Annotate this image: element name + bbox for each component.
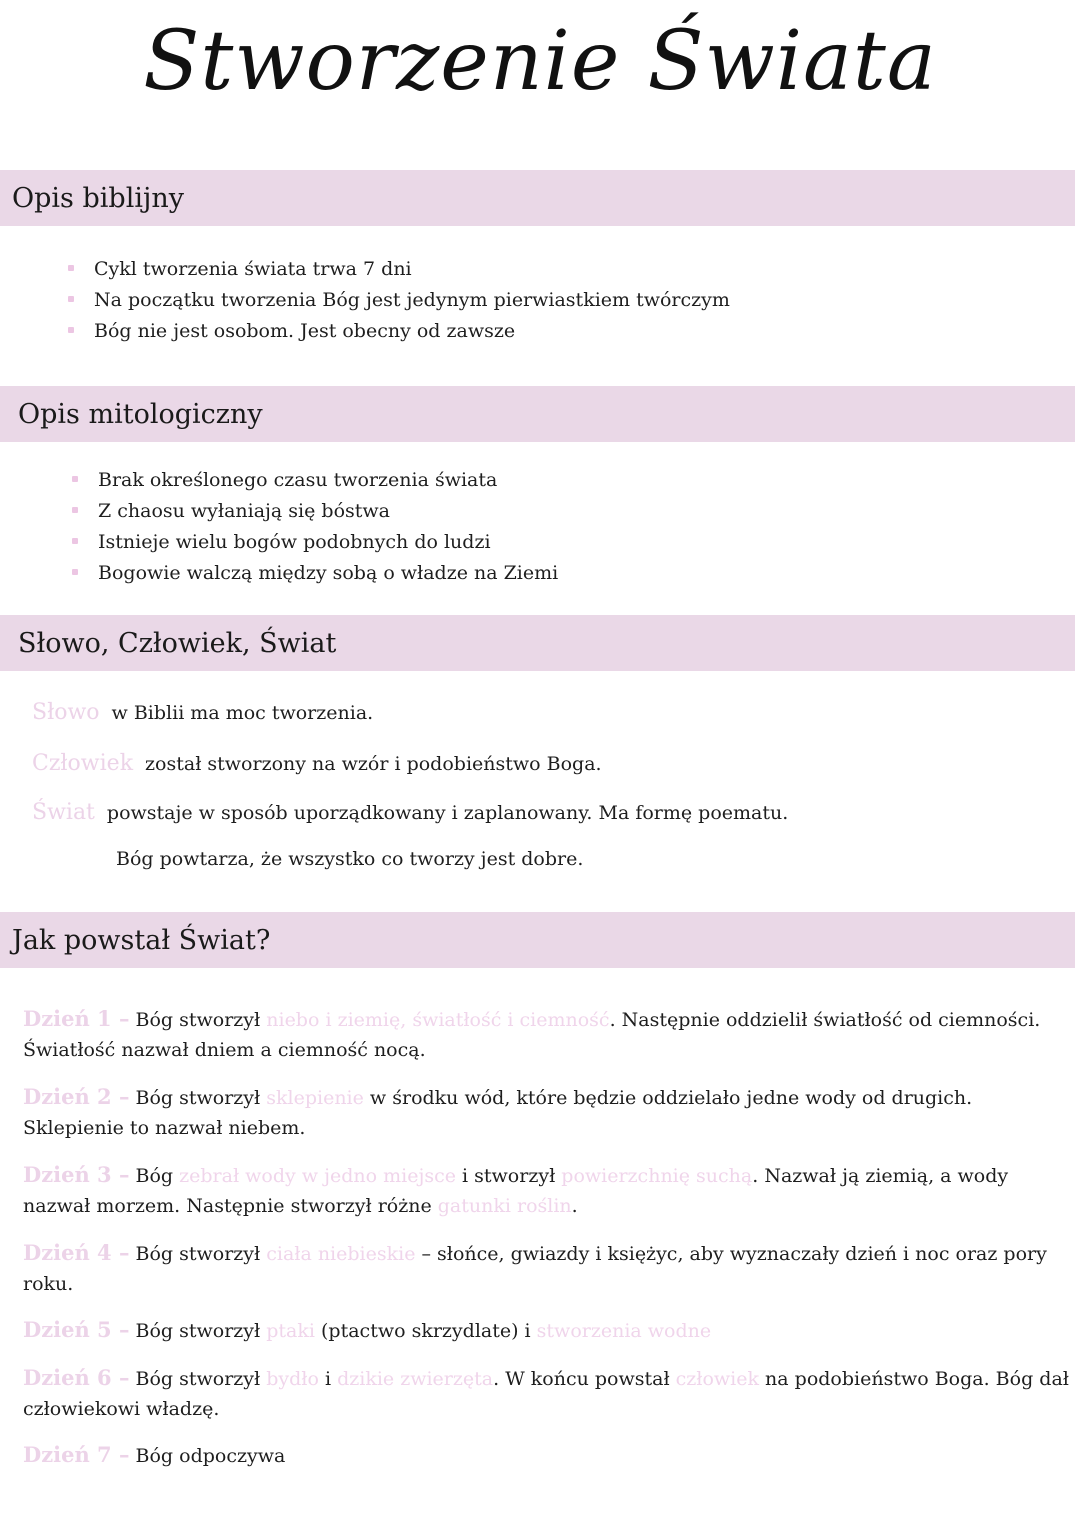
day-label: Dzień 1 –: [23, 1006, 130, 1031]
section-heading-mythological: Opis mitologiczny: [0, 386, 1075, 442]
highlighted-phrase: gatunki roślin: [437, 1195, 572, 1217]
highlighted-phrase: zebrał wody w jedno miejsce: [179, 1165, 456, 1187]
highlighted-phrase: ptaki: [266, 1320, 315, 1342]
day-text: Bóg odpoczywa: [129, 1445, 286, 1467]
day-text: na podobieństwo Boga. Bóg dał człowiekowi władzę.: [23, 1368, 1069, 1420]
term-text: został stworzony na wzór i podobieństwo Boga.: [145, 753, 602, 775]
list-item: Istnieje wielu bogów podobnych do ludzi: [70, 527, 558, 558]
term-text: powstaje w sposób uporządkowany i zaplanowany. Ma formę poematu.: [106, 802, 789, 824]
term-row-slowo: [32, 700, 373, 725]
highlighted-phrase: ciała niebieskie: [266, 1243, 416, 1265]
day-label: Dzień 4 –: [23, 1240, 130, 1265]
day-text: Bóg: [129, 1165, 180, 1187]
day-text: . Nazwał ją ziemią, a wody nazwał morzem. Następnie stworzył różne: [23, 1165, 1009, 1217]
day-text: Bóg stworzył: [129, 1368, 267, 1390]
day-text: Bóg stworzył: [129, 1087, 267, 1109]
day-label: Dzień 3 –: [23, 1162, 130, 1187]
page-title: Stworzenie Świata: [143, 14, 937, 109]
day-paragraph: [23, 1004, 1075, 1065]
highlighted-phrase: powierzchnię suchą: [561, 1165, 753, 1187]
day-label: Dzień 6 –: [23, 1365, 130, 1390]
highlighted-phrase: sklepienie: [266, 1087, 364, 1109]
day-text: w środku wód, które będzie oddzielało jedne wody od drugich. Sklepienie to nazwał niebem.: [23, 1087, 973, 1139]
day-paragraph: [23, 1160, 1075, 1221]
list-item: Bóg nie jest osobom. Jest obecny od zawsze: [66, 316, 730, 347]
day-paragraph: [23, 1082, 1075, 1143]
section-heading-word-man-world: Słowo, Człowiek, Świat: [0, 615, 1075, 671]
day-text: . W końcu powstał: [493, 1368, 676, 1390]
day-text: .: [571, 1195, 578, 1217]
day-text: i stworzył: [456, 1165, 562, 1187]
day-paragraph: [23, 1238, 1075, 1299]
day-label: Dzień 2 –: [23, 1084, 130, 1109]
day-paragraph: [23, 1363, 1075, 1424]
mythological-list: [70, 465, 558, 589]
day-text: (ptactwo skrzydlate) i: [314, 1320, 537, 1342]
highlighted-phrase: niebo i ziemię, światłość i ciemność: [266, 1009, 610, 1031]
highlighted-phrase: bydło: [266, 1368, 319, 1390]
indented-note: Bóg powtarza, że wszystko co tworzy jest dobre.: [116, 848, 584, 870]
day-text: Bóg stworzył: [129, 1320, 267, 1342]
term-text: w Biblii ma moc tworzenia.: [111, 702, 374, 724]
list-item: Bogowie walczą między sobą o władze na Ziemi: [70, 558, 558, 589]
list-item: Z chaosu wyłaniają się bóstwa: [70, 496, 558, 527]
day-text: i: [318, 1368, 338, 1390]
list-item: Cykl tworzenia świata trwa 7 dni: [66, 254, 730, 285]
highlighted-phrase: człowiek: [675, 1368, 760, 1390]
day-label: Dzień 7 –: [23, 1442, 130, 1467]
term-row-swiat: [32, 800, 788, 825]
section-heading-biblical: Opis biblijny: [0, 170, 1075, 226]
section-heading-creation: Jak powstał Świat?: [0, 912, 1075, 968]
day-text: – słońce, gwiazdy i księżyc, aby wyznaczały dzień i noc oraz pory roku.: [23, 1243, 1047, 1295]
term-label: Świat: [32, 800, 95, 825]
biblical-list: [66, 254, 730, 347]
highlighted-phrase: dzikie zwierzęta: [337, 1368, 494, 1390]
highlighted-phrase: stworzenia wodne: [536, 1320, 712, 1342]
day-label: Dzień 5 –: [23, 1317, 130, 1342]
day-text: Bóg stworzył: [129, 1009, 267, 1031]
list-item: Brak określonego czasu tworzenia świata: [70, 465, 558, 496]
term-row-czlowiek: [32, 751, 602, 776]
list-item: Na początku tworzenia Bóg jest jedynym pierwiastkiem twórczym: [66, 285, 730, 316]
day-text: . Następnie oddzielił światłość od ciemności. Światłość nazwał dniem a ciemność nocą.: [23, 1009, 1041, 1061]
day-paragraph: [23, 1315, 1075, 1346]
day-paragraph: [23, 1440, 1075, 1471]
day-text: Bóg stworzył: [129, 1243, 267, 1265]
term-label: Człowiek: [32, 751, 134, 776]
term-label: Słowo: [32, 700, 100, 725]
